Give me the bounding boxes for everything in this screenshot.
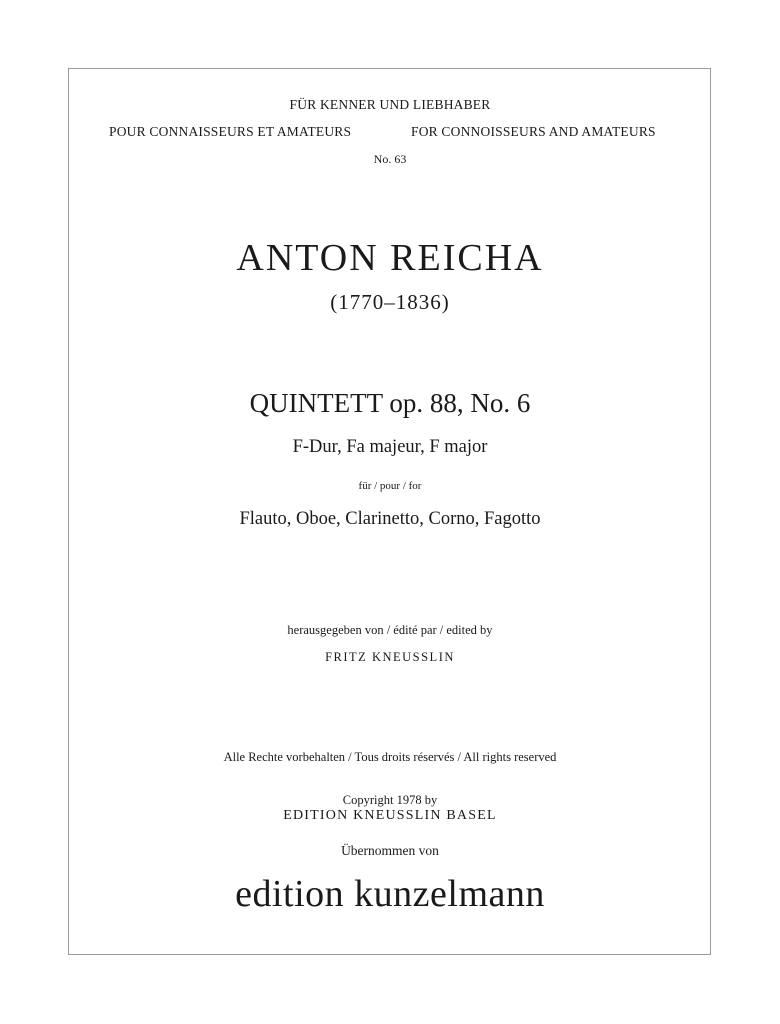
copyright-line: Copyright 1978 by xyxy=(342,793,438,807)
instrumentation: Flauto, Oboe, Clarinetto, Corno, Fagotto xyxy=(239,509,541,529)
for-label: für / pour / for xyxy=(358,480,422,492)
composer-dates: (1770–1836) xyxy=(330,290,450,314)
editor-name: FRITZ KNEUSSLIN xyxy=(325,650,455,664)
work-key: F-Dur, Fa majeur, F major xyxy=(292,437,488,457)
original-publisher: EDITION KNEUSSLIN BASEL xyxy=(283,808,497,823)
series-title-german: FÜR KENNER UND LIEBHABER xyxy=(289,97,491,112)
composer-name: ANTON REICHA xyxy=(236,237,544,279)
rights-notice: Alle Rechte vorbehalten / Tous droits réservés / All rights reserved xyxy=(223,750,557,764)
series-title-english: FOR CONNOISSEURS AND AMATEURS xyxy=(411,124,656,139)
edited-by-label: herausgegeben von / édité par / edited by xyxy=(287,623,493,637)
taken-over-label: Übernommen von xyxy=(341,843,439,858)
work-title: QUINTETT op. 88, No. 6 xyxy=(249,388,531,418)
series-title-french: POUR CONNAISSEURS ET AMATEURS xyxy=(109,124,352,139)
publisher-logo-text: edition kunzelmann xyxy=(235,873,545,915)
series-number: No. 63 xyxy=(373,152,407,166)
